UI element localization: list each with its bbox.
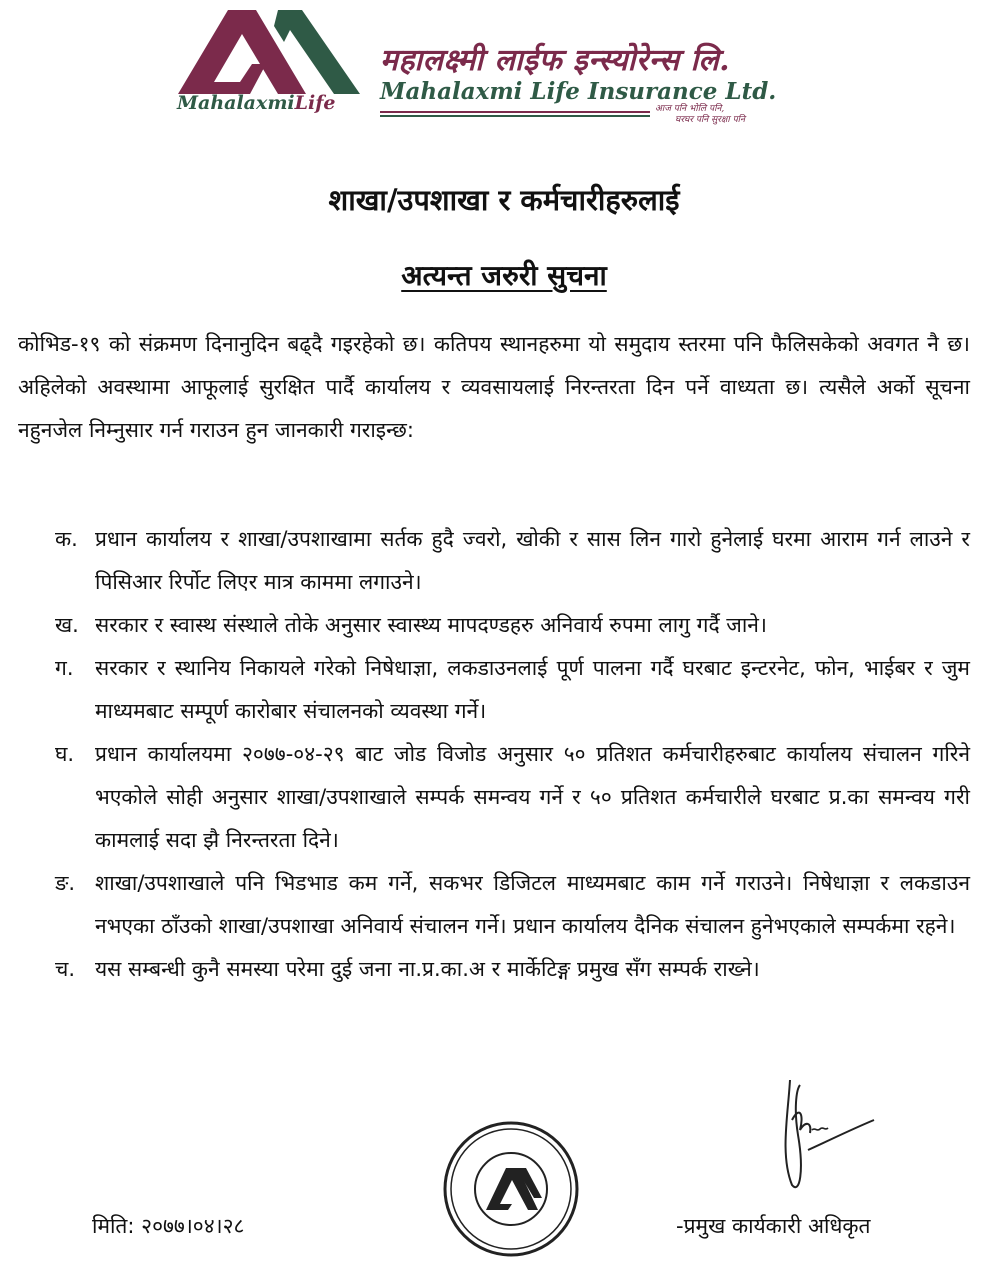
tagline-line-1: आज पनि भोलि पनि, (655, 104, 725, 114)
item-marker: च. (55, 957, 76, 981)
item-text: सरकार र स्थानिय निकायले गरेको निषेधाज्ञा, लकडाउनलाई पूर्ण पालना गर्दै घरबाट इन्टरनेट, फोन, भाईबर र जुम माध्यमबाट सम्पूर्ण कारोबार संचालनको व्यवस्था गर्ने। (95, 656, 970, 723)
addressee-heading: शाखा/उपशाखा र कर्मचारीहरुलाई (328, 183, 680, 217)
header-rule-green (380, 115, 650, 117)
intro-paragraph: कोभिड-१९ को संक्रमण दिनानुदिन बढ्दै गइरहेको छ। कतिपय स्थानहरुमा यो समुदाय स्तरमा पनि फैलिसकेको अवगत नै छ। अहिलेको अवस्थामा आफूलाई सुरक्षित पार्दै कार्यालय र व्यवसायलाई निरन्तरता दिन पर्ने वाध्यता छ। त्यसैले अर्को सूचना नहुनजेल निम्नुसार गर्न गराउन हुन जानकारी गराइन्छ: (18, 332, 970, 442)
item-marker: ङ. (55, 871, 76, 895)
item-marker: ग. (55, 656, 74, 680)
item-text: यस सम्बन्धी कुनै समस्या परेमा दुई जना ना.प्र.का.अ र मार्केटिङ्ग प्रमुख सँग सम्पर्क राख्ने। (95, 957, 760, 981)
list-item (55, 518, 970, 604)
tagline (655, 104, 745, 126)
item-marker: ख. (55, 613, 79, 637)
item-text: शाखा/उपशाखाले पनि भिडभाड कम गर्ने, सकभर डिजिटल माध्यमबाट काम गर्ने गराउने। निषेधाज्ञा र लकडाउन नभएका ठाँउको शाखा/उपशाखा अनिवार्य संचालन गर्ने। प्रधान कार्यालय दैनिक संचालन हुनेभएकाले सम्पर्कमा रहने। (95, 871, 970, 938)
letterhead (175, 0, 835, 130)
item-text: प्रधान कार्यालय र शाखा/उपशाखामा सर्तक हुदै ज्वरो, खोकी र सास लिन गारो हुनेलाई घरमा आराम गर्न लाउने र पिसिआर रिर्पोट लिएर मात्र काममा लगाउने। (95, 527, 970, 594)
list-item (55, 647, 970, 733)
item-marker: क. (55, 527, 78, 551)
header-rule-maroon (380, 111, 650, 113)
list-item (55, 604, 970, 647)
notice-date: मिति: २०७७।०४।२८ (92, 1214, 245, 1238)
notice-title (0, 256, 1008, 294)
company-name-english: Mahalaxmi Life Insurance Ltd. (380, 78, 777, 105)
instruction-list (55, 518, 970, 991)
signatory-title: -प्रमुख कार्यकारी अधिकृत (676, 1214, 871, 1238)
list-item (55, 948, 970, 991)
item-text: प्रधान कार्यालयमा २०७७-०४-२९ बाट जोड विजोड अनुसार ५० प्रतिशत कर्मचारीहरुबाट कार्यालय संचालन गरिने भएकोले सोही अनुसार शाखा/उपशाखाले सम्पर्क समन्वय गर्ने र ५० प्रतिशत कर्मचारीले घरबाट प्र.का समन्वय गरी कामलाई सदा झै निरन्तरता दिने। (95, 742, 970, 852)
item-marker: घ. (55, 742, 75, 766)
item-text: सरकार र स्वास्थ संस्थाले तोके अनुसार स्वास्थ्य मापदण्डहरु अनिवार्य रुपमा लागु गर्दै जाने। (95, 613, 767, 637)
company-name-nepali: महालक्ष्मी लाईफ इन्स्योरेन्स लि. (380, 43, 731, 78)
tagline-line-2: घरघर पनि सुरक्षा पनि (675, 115, 746, 125)
company-logo-mark-icon (178, 2, 370, 94)
list-item (55, 733, 970, 862)
logo-wordmark: MahalaxmiLife (177, 92, 336, 114)
notice-title-text: अत्यन्त जरुरी सुचना (401, 259, 607, 292)
list-item (55, 862, 970, 948)
signature-icon (770, 1075, 880, 1195)
office-seal-icon (442, 1118, 580, 1260)
